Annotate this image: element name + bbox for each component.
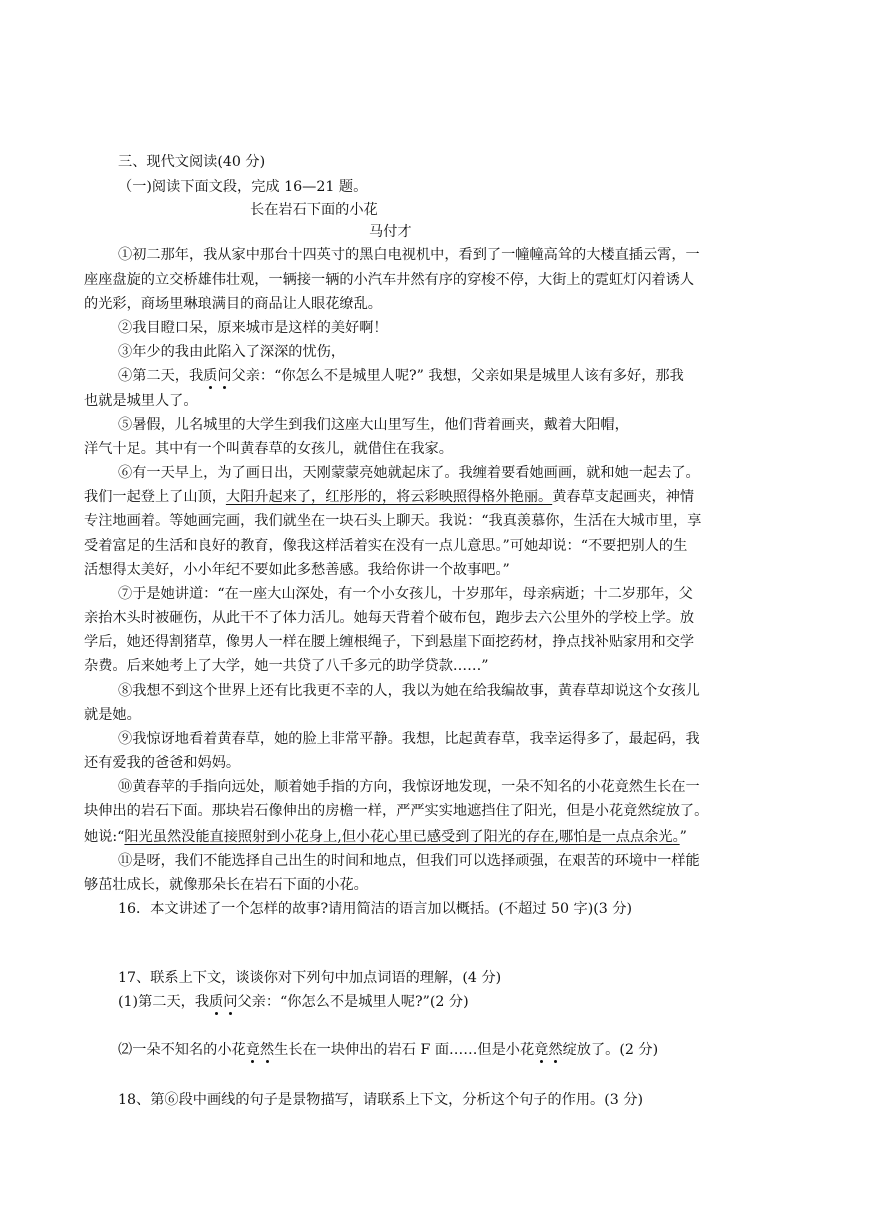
- text-line: ⑤暑假，儿名城里的大学生到我们这座大山里写生，他们背着画夹，戴着大阳帽，: [118, 417, 629, 433]
- underlined-sentence: 大阳升起来了，红彤彤的，将云彩映照得格外艳丽。: [225, 489, 553, 505]
- text-line: 学后，她还得割猪草，像男人一样在腰上缠根绳子，下到悬崖下面挖药材，挣点找补贴家用和交学: [84, 634, 695, 650]
- text-line: 块伸出的岩石下面。那块岩石像伸出的房檐一样，严严实实地遮挡住了阳光，但是小花竟然绽放了。: [84, 803, 709, 819]
- text-segment: 父亲：“你怎么不是城里人呢?” 我想，父亲如果是城里人该有多好，那我: [231, 368, 684, 384]
- question-18: 18、第⑥段中画线的句子是景物描写，请联系上下文，分析这个句子的作用。(3 分): [118, 1092, 644, 1108]
- text-segment: 我们一起登上了山顶，: [84, 489, 226, 505]
- text-line: ⑦于是她讲道：“在一座大山深处，有一个小女孩儿，十岁那年，母亲病逝；十二岁那年，父: [118, 586, 693, 602]
- question-17-item-1: [118, 992, 469, 1012]
- text-line: ⑪是呀，我们不能选择自己出生的时间和地点，但我们可以选择顽强，在艰苦的环境中一样能: [118, 853, 700, 869]
- emphasis-dot-char: 然: [548, 1042, 563, 1058]
- underlined-sentence: 阳光虽然没能直接照射到小花身上,但小花心里已感受到了阳光的存在,哪怕是一点点余光。: [124, 829, 680, 845]
- emphasis-dot-char: 质: [209, 994, 224, 1010]
- text-line: 也就是城里人了。: [84, 393, 198, 409]
- text-line: [118, 366, 684, 386]
- question-17-stem: 17、联系上下文，谈谈你对下列句中加点词语的理解，(4 分): [118, 970, 502, 986]
- text-line: [84, 487, 694, 507]
- text-segment: 黄春草支起画夹，神情: [552, 489, 695, 505]
- question-16: 16．本文讲述了一个怎样的故事?请用简洁的语言加以概括。(不超过 50 字)(3 分): [118, 901, 633, 917]
- emphasis-dot-char: 然: [259, 1042, 275, 1058]
- text-line: 受着富足的生活和良好的教育，像我这样活着实在没有一点儿意思。”可她却说：“不要把别人的生: [84, 538, 688, 554]
- emphasis-dot-char: 问: [223, 994, 238, 1010]
- question-17-item-2: [118, 1040, 658, 1060]
- text-segment: ④第二天，我: [118, 368, 204, 384]
- text-line: 就是她。: [84, 707, 141, 723]
- text-line: 洋气十足。其中有一个叫黄春草的女孩儿，就借住在我家。: [84, 441, 453, 457]
- text-line: 座座盘旋的立交桥雄伟壮观，一辆接一辆的小汽车井然有序的穿梭不停，大街上的霓虹灯闪着诱人: [84, 272, 695, 288]
- text-line: 专注地画着。等她画完画，我们就坐在一块石头上聊天。我说：“我真羡慕你，生活在大城市里，享: [84, 513, 702, 529]
- article-author: 马付才: [369, 224, 412, 240]
- text-line: ⑧我想不到这个世界上还有比我更不幸的人，我以为她在给我编故事，黄春草却说这个女孩儿: [118, 683, 700, 699]
- text-line: ①初二那年，我从家中那台十四英寸的黑白电视机中，看到了一幢幢高耸的大楼直插云霄，一: [118, 247, 700, 263]
- text-line: 杂费。后来她考上了大学，她一共贷了八千多元的助学贷款……”: [84, 658, 489, 674]
- emphasis-dot-char: 质: [203, 368, 218, 384]
- text-line: [84, 827, 687, 847]
- text-segment: ”: [679, 829, 687, 845]
- emphasis-dot-char: 问: [217, 368, 232, 384]
- text-segment: (1)第二天，我: [118, 994, 210, 1010]
- text-line: 够茁壮成长，就像那朵长在岩石下面的小花。: [84, 877, 368, 893]
- text-line: 的光彩，商场里琳琅满目的商品让人眼花缭乱。: [84, 296, 382, 312]
- text-segment: 父亲：“你怎么不是城里人呢?”(2 分): [237, 994, 469, 1010]
- emphasis-dot-char: 竟: [245, 1042, 260, 1058]
- text-segment: 她说:“: [84, 829, 125, 845]
- text-segment: 生长在一块伸出的岩石 F 面……但是小花: [274, 1042, 535, 1058]
- reading-instruction: （一)阅读下面文段，完成 16—21 题。: [118, 179, 368, 195]
- article-title: 长在岩石下面的小花: [250, 202, 378, 218]
- text-segment: 绽放了。(2 分): [562, 1042, 659, 1058]
- text-line: 还有爱我的爸爸和妈妈。: [84, 755, 241, 771]
- text-line: ⑨我惊讶地看着黄春草，她的脸上非常平静。我想，比起黄春草，我幸运得多了，最起码，我: [118, 731, 700, 747]
- emphasis-dot-char: 竟: [534, 1042, 549, 1058]
- section-title: 三、现代文阅读(40 分): [118, 154, 266, 170]
- text-line: 亲抬木头时被砸伤，从此干不了体力活儿。她每天背着个破布包，跑步去六公里外的学校上学。放: [84, 610, 695, 626]
- text-line: ⑥有一天早上，为了画日出，天刚蒙蒙亮她就起床了。我缠着要看她画画，就和她一起去了。: [118, 465, 700, 481]
- text-line: 活想得太美好，小小年纪不要如此多愁善感。我给你讲一个故事吧。”: [84, 562, 510, 578]
- text-line: ⑩黄春苹的手指向远处，顺着她手指的方向，我惊讶地发现，一朵不知名的小花竟然生长在一: [118, 779, 700, 795]
- text-segment: ⑵一朵不知名的小花: [118, 1042, 246, 1058]
- paragraph-3: ③年少的我由此陷入了深深的忧伤，: [118, 344, 346, 360]
- paragraph-2: ②我目瞪口呆，原来城市是这样的美好啊！: [118, 320, 388, 336]
